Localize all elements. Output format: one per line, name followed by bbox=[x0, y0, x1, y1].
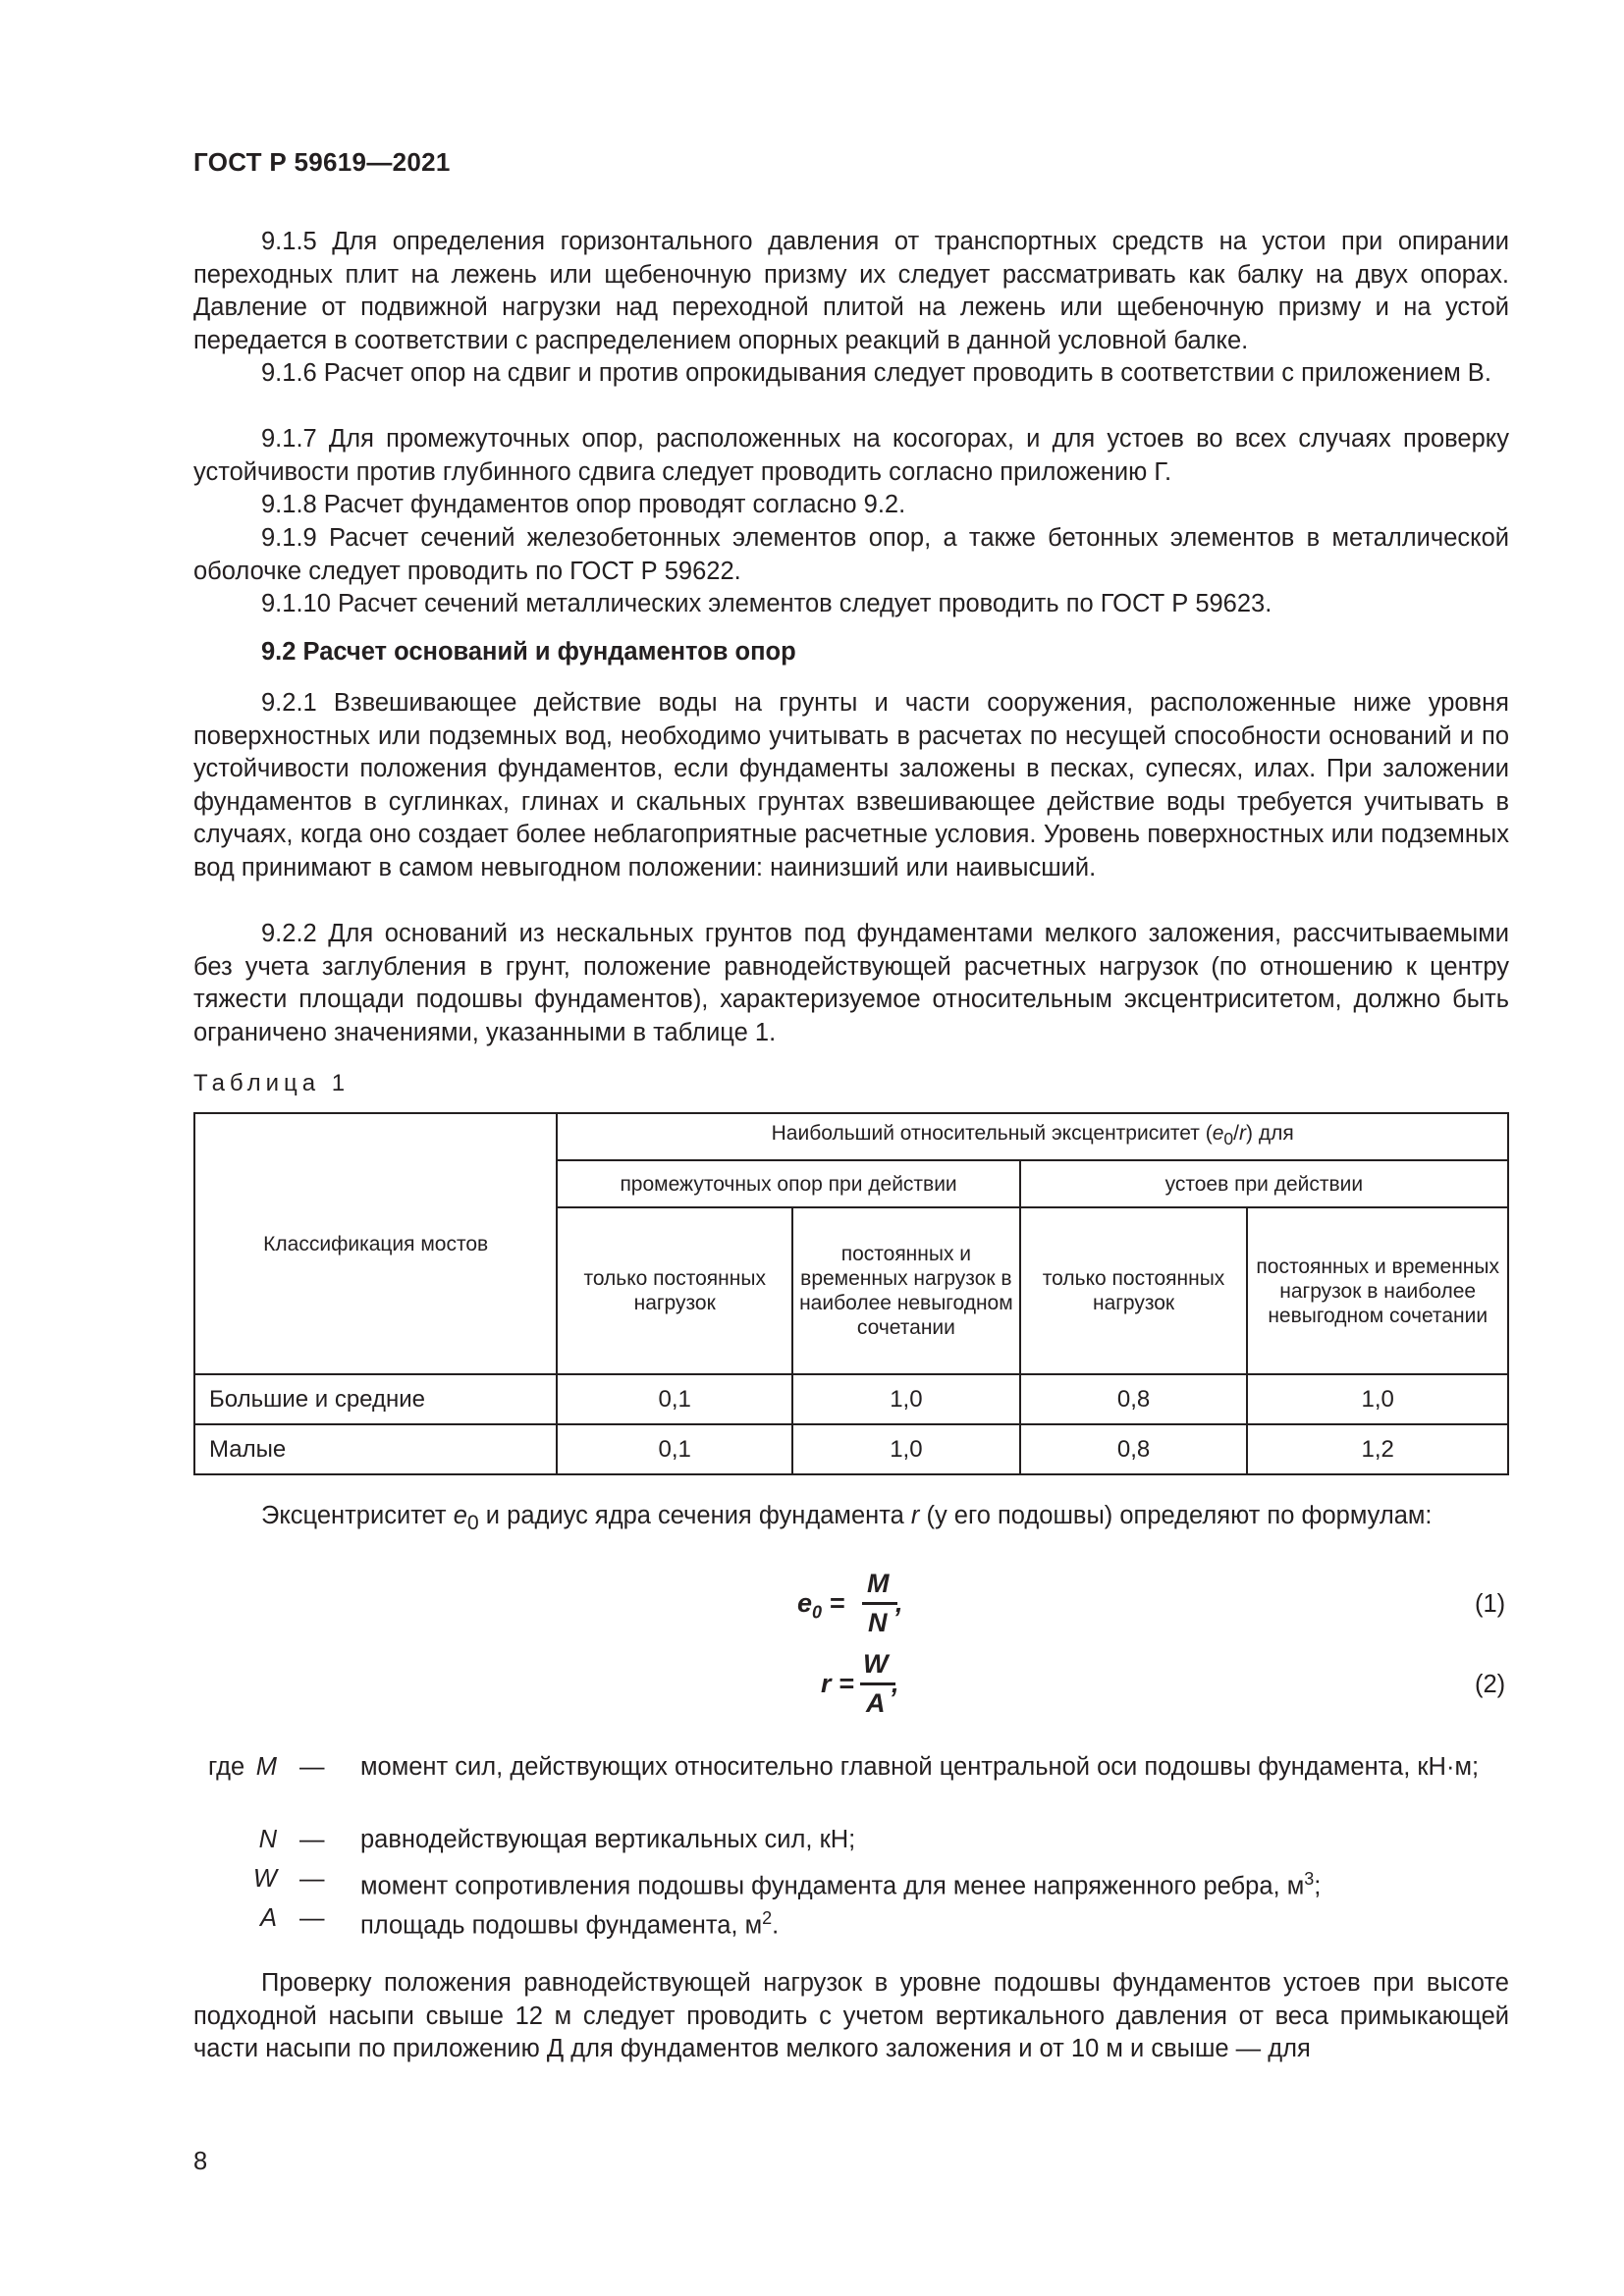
eccentricity-table bbox=[193, 1112, 1509, 1475]
definition-text: равнодействующая вертикальных сил, кН; bbox=[360, 1826, 856, 1853]
table-header-group: Наибольший относительный эксцентриситет $(e_0/r)$ для bbox=[557, 1113, 1508, 1160]
paragraph-9-1-10: 9.1.10 Расчет сечений металлических элементов следует проводить по ГОСТ Р 59623. bbox=[261, 590, 1272, 617]
definition-text: площадь подошвы фундамента, $м^2$. bbox=[360, 1908, 780, 1940]
definition-symbol: M bbox=[255, 1753, 277, 1781]
table-cell: 0,8 bbox=[1020, 1424, 1248, 1474]
table-cell: 0,1 bbox=[557, 1424, 792, 1474]
definition-dash: — bbox=[299, 1904, 325, 1932]
table-caption: Таблица 1 bbox=[193, 1070, 351, 1096]
table-row bbox=[194, 1424, 1508, 1474]
where-word: где bbox=[208, 1753, 245, 1781]
table-col-header: только постоянных нагрузок bbox=[1020, 1207, 1248, 1374]
definition-symbol: N bbox=[258, 1826, 277, 1853]
definition-dash: — bbox=[299, 1753, 325, 1781]
fraction-bar bbox=[860, 1682, 895, 1685]
table-cell: 1,0 bbox=[792, 1424, 1020, 1474]
formula-denominator: A bbox=[866, 1688, 886, 1718]
table-cell: 1,0 bbox=[1247, 1374, 1508, 1424]
formula-denominator: N bbox=[868, 1608, 888, 1637]
paragraph-9-2-1: 9.2.1 Взвешивающее действие воды на грунты и части сооружения, расположенные ниже уровня поверхностных или подземных вод, необходимо учитывать в расчетах по несущей способности оснований и по устойчивости положения фундаментов, если фундаменты заложены в песках, супесях, илах. При заложении фундаментов в суглинках, глинах и скальных грунтах взвешивающее действие воды требуется учитывать в случаях, когда оно создает более неблагоприятные расчетные условия. Уровень поверхностных или подземных вод принимают в самом невыгодном положении: наинизший или наивысший. bbox=[193, 689, 1509, 881]
fraction-bar bbox=[862, 1602, 897, 1605]
paragraph-9-1-8: 9.1.8 Расчет фундаментов опор проводят согласно 9.2. bbox=[261, 491, 906, 518]
definition-dash: — bbox=[299, 1826, 325, 1853]
paragraph-9-2-2: 9.2.2 Для оснований из нескальных грунтов под фундаментами мелкого заложения, рассчитываемыми без учета заглубления в грунт, положение равнодействующей расчетных нагрузок (по отношению к центру тяжести площади подошвы фундаментов), характеризуемое относительным эксцентриситетом, должно быть ограничено значениями, указанными в таблице 1. bbox=[193, 920, 1509, 1046]
table-subheader-intermediate: промежуточных опор при действии bbox=[557, 1160, 1019, 1207]
table-row bbox=[194, 1374, 1508, 1424]
formula-numerator: W bbox=[863, 1649, 889, 1679]
formula-comma: , bbox=[892, 1669, 899, 1698]
table-col-header: постоянных и временных нагрузок в наиболее невыгодном сочетании bbox=[792, 1207, 1020, 1374]
paragraph-9-1-6: 9.1.6 Расчет опор на сдвиг и против опрокидывания следует проводить в соответствии с приложением В. bbox=[261, 359, 1491, 387]
formula-comma: , bbox=[895, 1588, 903, 1618]
table-cell: 1,0 bbox=[792, 1374, 1020, 1424]
definition-text: момент сопротивления подошвы фундамента для менее напряженного ребра, $м^3$; bbox=[360, 1869, 1322, 1900]
paragraph-9-1-7: 9.1.7 Для промежуточных опор, расположенных на косогорах, и для устоев во всех случаях проверку устойчивости против глубинного сдвига следует проводить согласно приложению Г. bbox=[193, 425, 1509, 486]
table-col-header: постоянных и временных нагрузок в наиболее невыгодном сочетании bbox=[1247, 1207, 1508, 1374]
formula-intro: Эксцентриситет $e_0$ и радиус ядра сечения фундамента r (у его подошвы) определяют по формулам: bbox=[261, 1502, 1433, 1535]
formula-number: (2) bbox=[1475, 1671, 1506, 1698]
paragraph-9-1-9: 9.1.9 Расчет сечений железобетонных элементов опор, а также бетонных элементов в металлической оболочке следует проводить по ГОСТ Р 59622. bbox=[193, 524, 1509, 585]
paragraph-9-1-5: 9.1.5 Для определения горизонтального давления от транспортных средств на устои при опирании переходных плит на лежень или щебеночную призму их следует рассматривать как балку на двух опорах. Давление от подвижной нагрузки над переходной плитой на лежень или щебеночную призму и на устой передается в соответствии с распределением опорных реакций в данной условной балке. bbox=[193, 228, 1509, 354]
table-cell: 0,1 bbox=[557, 1374, 792, 1424]
definition-text: момент сил, действующих относительно главной центральной оси подошвы фундамента, кН·м; bbox=[360, 1753, 1480, 1781]
paragraph-final: Проверку положения равнодействующей нагрузок в уровне подошвы фундаментов устоев при высоте подходной насыпи свыше 12 м следует проводить с учетом вертикального давления от веса примыкающей части насыпи по приложению Д для фундаментов мелкого заложения и от 10 м и свыше — для bbox=[193, 1969, 1509, 2063]
table-cell-label: Большие и средние bbox=[194, 1374, 557, 1424]
formula-number: (1) bbox=[1475, 1590, 1506, 1618]
table-cell: 1,2 bbox=[1247, 1424, 1508, 1474]
page-number: 8 bbox=[193, 2148, 208, 2175]
formula-lhs: r = bbox=[821, 1669, 854, 1698]
section-title: 9.2 Расчет оснований и фундаментов опор bbox=[261, 638, 796, 666]
definition-symbol: W bbox=[252, 1865, 277, 1893]
formula-numerator: M bbox=[867, 1569, 890, 1598]
table-header-classification: Классификация мостов bbox=[194, 1113, 557, 1374]
definition-dash: — bbox=[299, 1865, 325, 1893]
table-cell-label: Малые bbox=[194, 1424, 557, 1474]
definition-symbol: A bbox=[259, 1904, 277, 1932]
table-subheader-abutments: устоев при действии bbox=[1020, 1160, 1508, 1207]
formula-lhs: $e_0$ = bbox=[797, 1588, 845, 1623]
table-cell: 0,8 bbox=[1020, 1374, 1248, 1424]
document-header: ГОСТ Р 59619—2021 bbox=[193, 147, 451, 177]
table-col-header: только постоянных нагрузок bbox=[557, 1207, 792, 1374]
